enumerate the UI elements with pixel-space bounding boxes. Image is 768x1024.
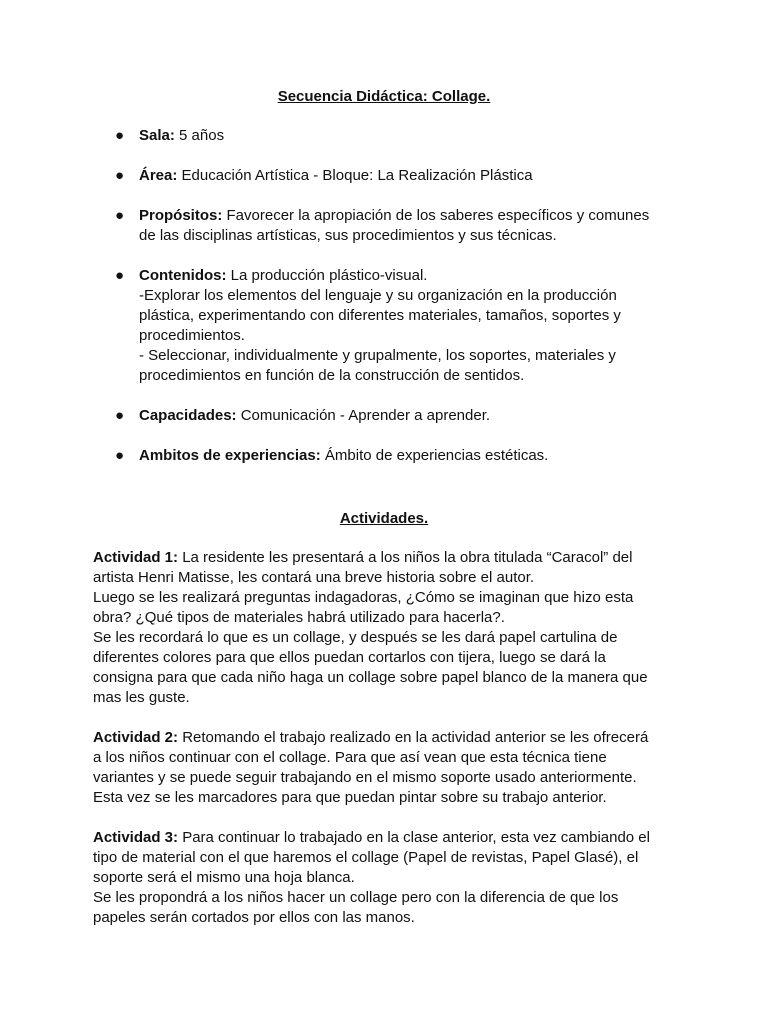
document-title: Secuencia Didáctica: Collage. [277,88,491,105]
info-item-sala [0,126,768,146]
info-line [139,166,680,186]
info-line [139,406,680,426]
info-item-ambitos [0,446,768,466]
activity-line: Se les recordará lo que es un collage, y después se les dará papel cartulina de [93,629,618,646]
info-text: 5 años [174,127,225,144]
activity-line: Se les propondrá a los niños hacer un collage pero con la diferencia de que los [93,889,619,906]
activity-label: Actividad 2: [93,729,179,746]
activity-line: papeles serán cortados por ellos con las manos. [93,909,415,926]
info-text: La producción plástico-visual. [226,267,428,284]
info-label: Contenidos: [139,267,227,284]
activity-line [93,828,683,848]
info-label: Sala: [139,127,175,144]
bullet-icon: ● [115,207,125,224]
activities-list [93,548,683,948]
activity-text: Para continuar lo trabajado en la clase anterior, esta vez cambiando el [178,829,650,846]
activity-line: Esta vez se les marcadores para que puedan pintar sobre su trabajo anterior. [93,789,607,806]
activity-2 [93,728,683,808]
info-label: Capacidades: [139,407,237,424]
info-line: plástica, experimentando con diferentes materiales, tamaños, soportes y [139,307,621,324]
info-item-contenidos [0,266,768,386]
info-line: - Seleccionar, individualmente y grupalmente, los soportes, materiales y [139,347,616,364]
info-line: procedimientos. [139,327,245,344]
activity-line: tipo de material con el que haremos el collage (Papel de revistas, Papel Glasé), el [93,849,639,866]
bullet-icon: ● [115,167,125,184]
info-line: -Explorar los elementos del lenguaje y su organización en la producción [139,287,617,304]
activity-text: Retomando el trabajo realizado en la actividad anterior se les ofrecerá [178,729,649,746]
info-text: Favorecer la apropiación de los saberes específicos y comunes [222,207,650,224]
activity-text: La residente les presentará a los niños la obra titulada “Caracol” del [178,549,633,566]
info-line [139,206,680,226]
info-text: Ámbito de experiencias estéticas. [320,447,549,464]
info-item-propositos [0,206,768,246]
activity-line: soporte será el mismo una hoja blanca. [93,869,355,886]
info-line: procedimientos en función de la construcción de sentidos. [139,367,525,384]
activity-line: a los niños continuar con el collage. Para que así vean que esta técnica tiene [93,749,607,766]
info-label: Propósitos: [139,207,223,224]
activity-1 [93,548,683,708]
info-line: de las disciplinas artísticas, sus procedimientos y sus técnicas. [139,227,557,244]
info-text: Comunicación - Aprender a aprender. [236,407,491,424]
activity-line: artista Henri Matisse, les contará una breve historia sobre el autor. [93,569,535,586]
activity-line: obra? ¿Qué tipos de materiales habrá utilizado para hacerla?. [93,609,505,626]
info-item-capacidades [0,406,768,426]
info-item-area [0,166,768,186]
activity-line: variantes y se puede seguir trabajando en el mismo soporte usado anteriormente. [93,769,637,786]
activity-3 [93,828,683,928]
info-list [0,126,768,486]
activity-label: Actividad 1: [93,549,179,566]
info-line [139,266,680,286]
activities-title: Actividades. [339,510,429,527]
activity-line: diferentes colores para que ellos puedan cortarlos con tijera, luego se dará la [93,649,606,666]
info-line [139,446,680,466]
info-label: Área: [139,167,178,184]
activity-line: Luego se les realizará preguntas indagadoras, ¿Cómo se imaginan que hizo esta [93,589,634,606]
activity-line [93,548,683,568]
activity-line: mas les guste. [93,689,190,706]
info-label: Ambitos de experiencias: [139,447,321,464]
activity-label: Actividad 3: [93,829,179,846]
bullet-icon: ● [115,407,125,424]
bullet-icon: ● [115,447,125,464]
bullet-icon: ● [115,267,125,284]
info-text: Educación Artística - Bloque: La Realización Plástica [177,167,533,184]
activity-line [93,728,683,748]
bullet-icon: ● [115,127,125,144]
activity-line: consigna para que cada niño haga un collage sobre papel blanco de la manera que [93,669,648,686]
info-line [139,126,680,146]
